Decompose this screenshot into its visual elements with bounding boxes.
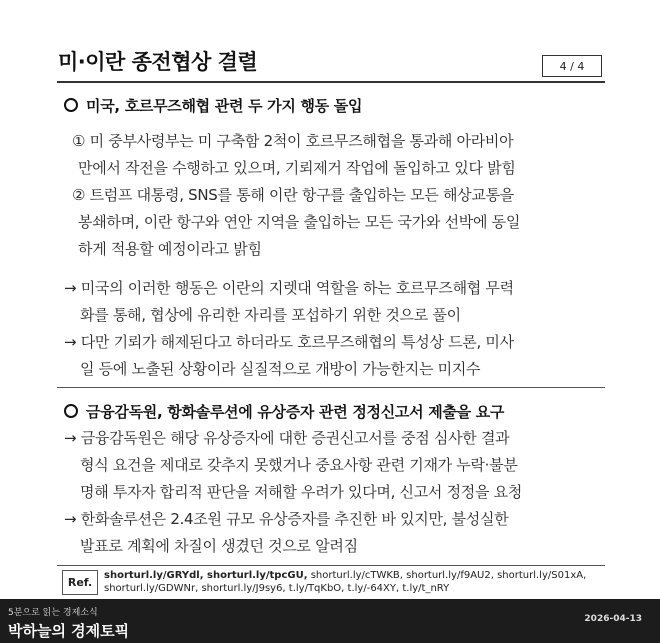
s2-point-2-line-2: 발표로 계획에 차질이 생겼던 것으로 알려짐 (80, 537, 358, 555)
ref-label: Ref. (62, 570, 98, 595)
ref-links (104, 569, 604, 595)
point-1-line-2: 만에서 작전을 수행하고 있으며, 기뢰제거 작업에 돌입하고 있다 밝힘 (78, 159, 516, 177)
page-title: 미·이란 종전협상 결렬 (58, 50, 258, 74)
footer-subtitle: 5분으로 읽는 경제소식 (8, 608, 98, 618)
analysis-1-line-2: 화를 통해, 협상에 유리한 자리를 포섭하기 위한 것으로 풀이 (80, 306, 461, 324)
s2-point-1-line-1: → 금융감독원은 해당 유상증자에 대한 증권신고서를 중점 심사한 결과 (64, 429, 510, 447)
point-2-line-2: 봉쇄하며, 이란 항구와 연안 지역을 출입하는 모든 국가와 선박에 동일 (78, 213, 521, 231)
analysis-1-line-1: → 미국의 이러한 행동은 이란의 지렛대 역할을 하는 호르무즈해협 무력 (64, 279, 514, 297)
ref-links-line2: shorturl.ly/GDWNr, shorturl.ly/J9sy6, t.ly/TqKbO, t.ly/-64XY, t.ly/t_nRY (104, 583, 450, 594)
analysis-2-line-1: → 다만 기뢰가 해제된다고 하더라도 호르무즈해협의 특성상 드론, 미사 (64, 333, 514, 351)
point-2-line-1: ② 트럼프 대통령, SNS를 통해 이란 항구를 출입하는 모든 해상교통을 (72, 186, 514, 204)
title-divider (57, 81, 605, 83)
section1-points (72, 128, 602, 263)
circle-bullet-icon (64, 404, 78, 418)
s2-point-2-line-1: → 한화솔루션은 2.4조원 규모 유상증자를 추진한 바 있지만, 불성실한 (64, 510, 509, 528)
ref-links-bold: shorturl.ly/GRYdl, shorturl.ly/tpcGU, (104, 570, 308, 581)
section-heading-2: 금융감독원, 항화솔루션에 유상증자 관련 정정신고서 제출을 요구 (64, 401, 504, 422)
ref-links-line1: shorturl.ly/cTWKB, shorturl.ly/f9AU2, shorturl.ly/S01xA, (307, 570, 587, 581)
page-indicator: 4 / 4 (542, 55, 602, 77)
footer-brand: 박하늘의 경제토픽 (8, 622, 130, 640)
section-divider (57, 387, 605, 388)
section2-points (64, 425, 594, 560)
analysis-2-line-2: 일 등에 노출된 상황이라 실질적으로 개방이 가능한지는 미지수 (80, 360, 481, 378)
footer-bar (0, 599, 660, 643)
s2-point-1-line-3: 명해 투자자 합리적 판단을 저해할 우려가 있다며, 신고서 정정을 요청 (80, 483, 523, 501)
section-heading-1: 미국, 호르무즈해협 관련 두 가지 행동 돌입 (64, 95, 362, 116)
ref-divider (57, 565, 605, 566)
circle-bullet-icon (64, 98, 78, 112)
s2-point-1-line-2: 형식 요건을 제대로 갖추지 못했거나 중요사항 관련 기재가 누락·불분 (80, 456, 518, 474)
footer-date: 2026-04-13 (584, 614, 642, 624)
section1-analysis (64, 275, 594, 383)
point-1-line-1: ① 미 중부사령부는 미 구축함 2척이 호르무즈해협을 통과해 아라비아 (72, 132, 514, 150)
point-2-line-3: 하게 적용할 예정이라고 밝힘 (78, 240, 262, 258)
